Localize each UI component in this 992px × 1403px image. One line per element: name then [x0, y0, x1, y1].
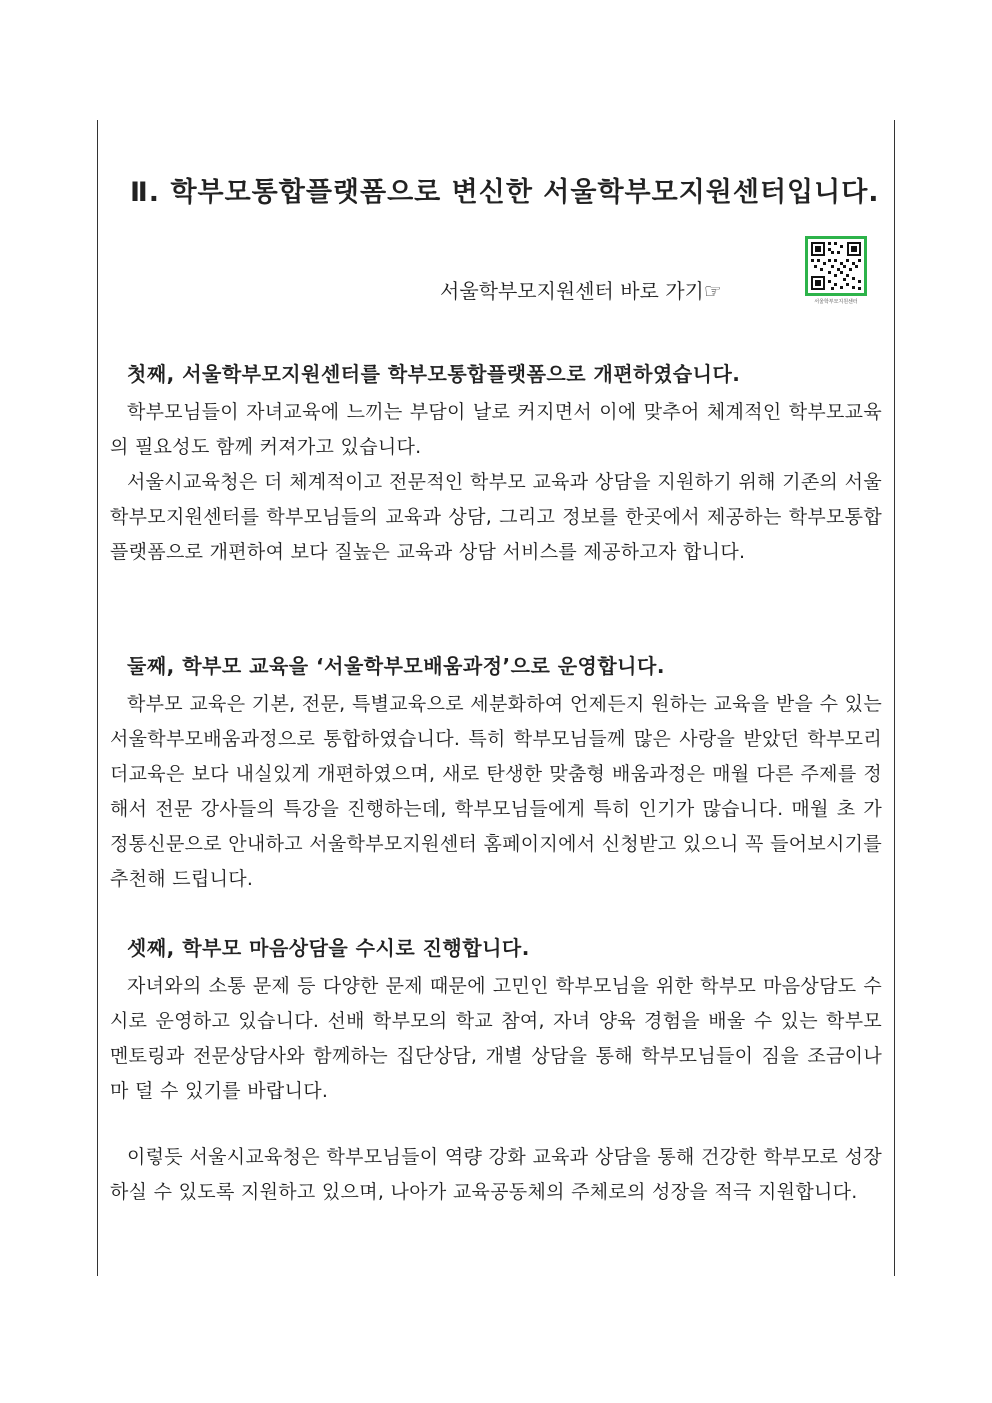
section-heading: 둘째, 학부모 교육을 ‘서울학부모배움과정’으로 운영합니다.	[127, 654, 665, 678]
center-shortcut-link[interactable]: 서울학부모지원센터 바로 가기☞	[440, 279, 722, 303]
section-third	[110, 932, 882, 1109]
section-paragraph: 서울시교육청은 더 체계적이고 전문적인 학부모 교육과 상담을 지원하기 위해 기존의 서울학부모지원센터를 학부모님들의 교육과 상담, 그리고 정보를 한곳에서 제공하는 학부모통합플랫폼으로 개편하여 보다 질높은 교육과 상담 서비스를 제공하고자 합니다.	[110, 471, 882, 563]
left-border-line	[97, 120, 98, 1276]
section-second	[110, 650, 882, 897]
section-closing	[110, 1140, 882, 1210]
section-paragraph: 학부모 교육은 기본, 전문, 특별교육으로 세분화하여 언제든지 원하는 교육을 받을 수 있는 서울학부모배움과정으로 통합하였습니다. 특히 학부모님들께 많은 사랑을 받았던 학부모리더교육은 보다 내실있게 개편하였으며, 새로 탄생한 맞춤형 배움과정은 매월 다른 주제를 정해서 전문 강사들의 특강을 진행하는데, 학부모님들에게 특히 인기가 많습니다. 매월 초 가정통신문으로 안내하고 서울학부모지원센터 홈페이지에서 신청받고 있으니 꼭 들어보시기를 추천해 드립니다.	[110, 693, 882, 890]
qr-code[interactable]	[805, 236, 867, 306]
section-paragraph: 학부모님들이 자녀교육에 느끼는 부담이 날로 커지면서 이에 맞추어 체계적인 학부모교육의 필요성도 함께 커져가고 있습니다.	[110, 401, 882, 458]
section-first	[110, 358, 882, 570]
right-border-line	[894, 120, 895, 1276]
section-heading: 첫째, 서울학부모지원센터를 학부모통합플랫폼으로 개편하였습니다.	[127, 362, 741, 386]
closing-paragraph: 이렇듯 서울시교육청은 학부모님들이 역량 강화 교육과 상담을 통해 건강한 학부모로 성장하실 수 있도록 지원하고 있으며, 나아가 교육공동체의 주체로의 성장을 적극 지원합니다.	[110, 1146, 882, 1203]
qr-code-icon	[805, 236, 867, 296]
section-heading: 셋째, 학부모 마음상담을 수시로 진행합니다.	[127, 936, 530, 960]
qr-caption: 서울학부모지원센터	[814, 299, 858, 305]
section-paragraph: 자녀와의 소통 문제 등 다양한 문제 때문에 고민인 학부모님을 위한 학부모 마음상담도 수시로 운영하고 있습니다. 선배 학부모의 학교 참여, 자녀 양육 경험을 배울 수 있는 학부모 멘토링과 전문상담사와 함께하는 집단상담, 개별 상담을 통해 학부모님들이 짐을 조금이나마 덜 수 있기를 바랍니다.	[110, 975, 882, 1102]
page-title: Ⅱ. 학부모통합플랫폼으로 변신한 서울학부모지원센터입니다.	[130, 177, 880, 208]
